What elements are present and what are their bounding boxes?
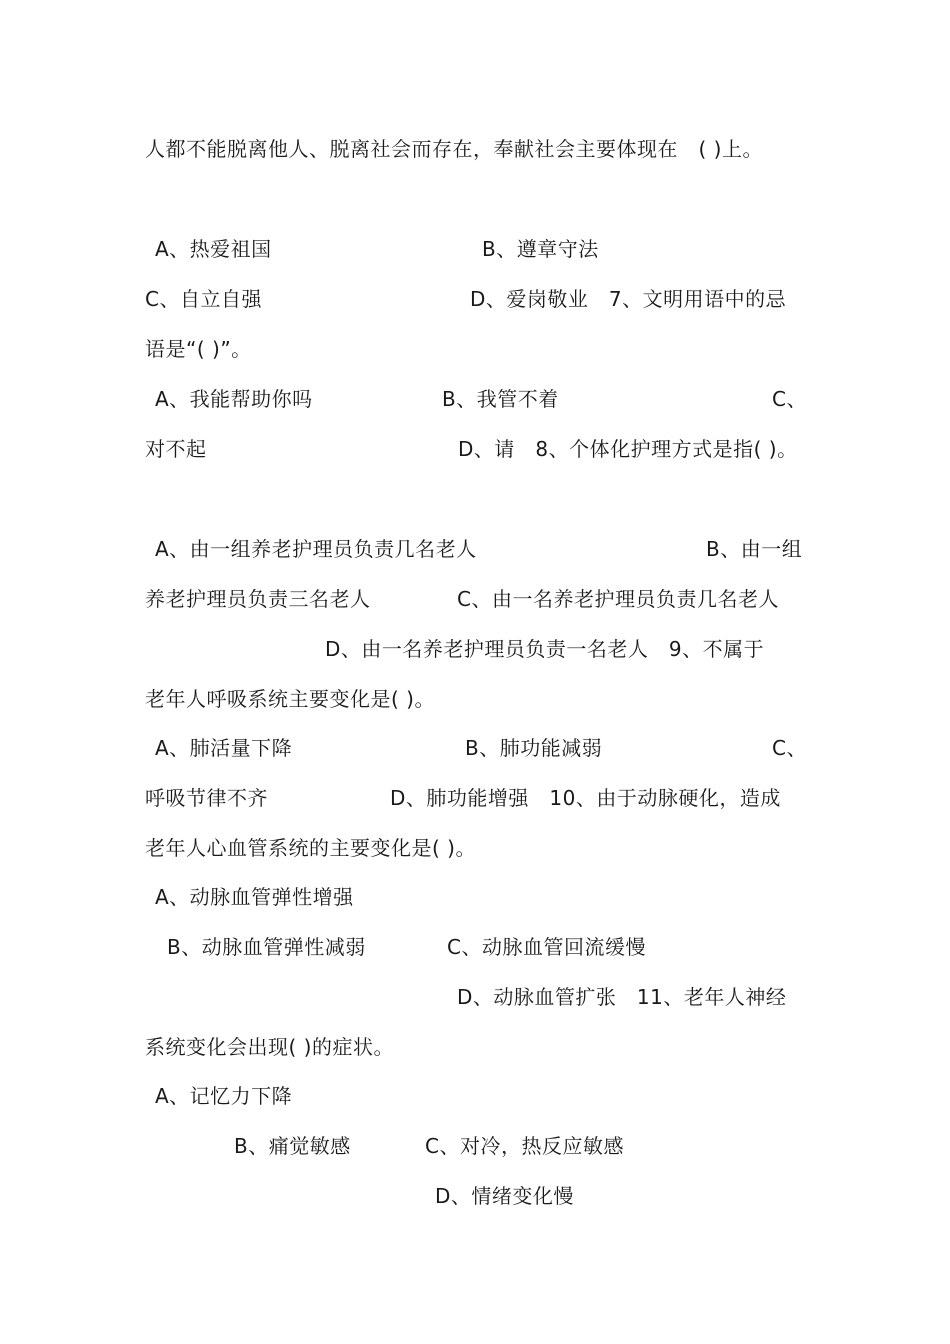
q7-stem-continued: 语是“( )”。 — [145, 337, 252, 361]
q11-option-d: D、情绪变化慢 — [435, 1184, 574, 1208]
q7-option-c-text: 对不起 — [145, 437, 207, 461]
q8-option-d-and-q9-stem: D、由一名养老护理员负责一名老人 9、不属于 — [325, 637, 765, 661]
q10-option-c: C、动脉血管回流缓慢 — [447, 935, 646, 959]
q7-option-b: B、我管不着 — [442, 387, 559, 411]
q6-option-d-and-q7-stem: D、爱岗敬业 7、文明用语中的忌 — [470, 287, 787, 311]
q8-option-c: C、由一名养老护理员负责几名老人 — [457, 587, 779, 611]
q7-option-c-label: C、 — [772, 387, 807, 411]
q6-option-b: B、遵章守法 — [482, 237, 599, 261]
q6-option-a: A、热爱祖国 — [155, 237, 272, 261]
question-6-stem: 人都不能脱离他人、脱离社会而存在，奉献社会主要体现在 ( )上。 — [145, 137, 763, 161]
q11-option-a: A、记忆力下降 — [155, 1084, 293, 1108]
q10-stem-continued: 老年人心血管系统的主要变化是( )。 — [145, 836, 476, 860]
q8-option-a: A、由一组养老护理员负责几名老人 — [155, 537, 477, 561]
q6-option-c: C、自立自强 — [145, 287, 262, 311]
q9-option-b: B、肺功能减弱 — [465, 736, 603, 760]
q11-option-b: B、痛觉敏感 — [234, 1134, 351, 1158]
q8-option-b-continued: 养老护理员负责三名老人 — [145, 587, 371, 611]
q7-option-d-and-q8-stem: D、请 8、个体化护理方式是指( )。 — [458, 437, 798, 461]
q9-option-c-text: 呼吸节律不齐 — [145, 786, 268, 810]
q11-option-c: C、对冷，热反应敏感 — [425, 1134, 624, 1158]
q9-option-c-label: C、 — [772, 736, 807, 760]
q10-option-b: B、动脉血管弹性减弱 — [167, 935, 366, 959]
q9-option-a: A、肺活量下降 — [155, 736, 293, 760]
q11-stem-continued: 系统变化会出现( )的症状。 — [145, 1035, 394, 1059]
q9-stem-continued: 老年人呼吸系统主要变化是( )。 — [145, 687, 435, 711]
q10-option-a: A、动脉血管弹性增强 — [155, 885, 354, 909]
q7-option-a: A、我能帮助你吗 — [155, 387, 313, 411]
q8-option-b: B、由一组 — [706, 537, 803, 561]
q9-option-d-and-q10-stem: D、肺功能增强 10、由于动脉硬化，造成 — [390, 786, 781, 810]
q10-option-d-and-q11-stem: D、动脉血管扩张 11、老年人神经 — [457, 985, 787, 1009]
